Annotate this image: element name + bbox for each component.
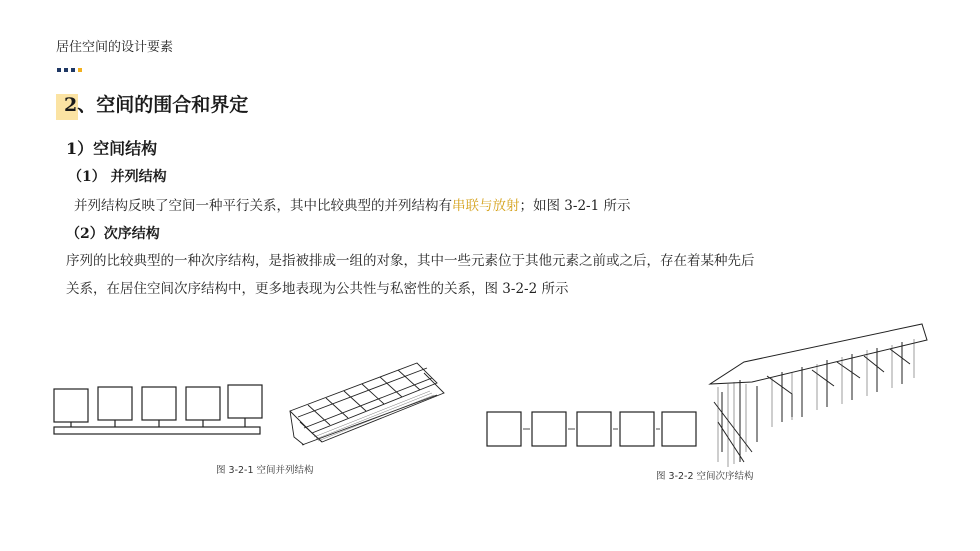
highlight-text: 串联与放射 xyxy=(452,198,520,214)
section-heading xyxy=(56,90,249,117)
paragraph-sequence-line1: 序列的比较典型的一种次序结构，是指被排成一组的对象，其中一些元素位于其他元素之前或之后，存在着某种先后 xyxy=(66,253,755,269)
paragraph-sequence-line2: 关系，在居住空间次序结构中，更多地表现为公共性与私密性的关系，图 3-2-2 所示 xyxy=(66,281,569,297)
figure-caption: 图 3-2-2 空间次序结构 xyxy=(656,471,754,482)
decorative-dots xyxy=(57,68,82,72)
paragraph-text: ；如图 3-2-1 所示 xyxy=(519,198,631,214)
figure-caption: 图 3-2-1 空间并列结构 xyxy=(216,465,314,476)
section-title: 2、空间的围合和界定 xyxy=(64,94,249,116)
figure-parallel-structure xyxy=(52,345,452,480)
paragraph-parallel xyxy=(74,194,630,214)
figure-sequence-structure xyxy=(482,312,932,487)
header-title: 居住空间的设计要素 xyxy=(56,40,174,55)
subheading-space-structure: 1）空间结构 xyxy=(66,139,158,158)
subheading-parallel: （1） 并列结构 xyxy=(68,169,167,185)
paragraph-text: 并列结构反映了空间一种平行关系，其中比较典型的并列结构有 xyxy=(74,198,452,214)
subheading-sequence: （2）次序结构 xyxy=(66,226,160,242)
